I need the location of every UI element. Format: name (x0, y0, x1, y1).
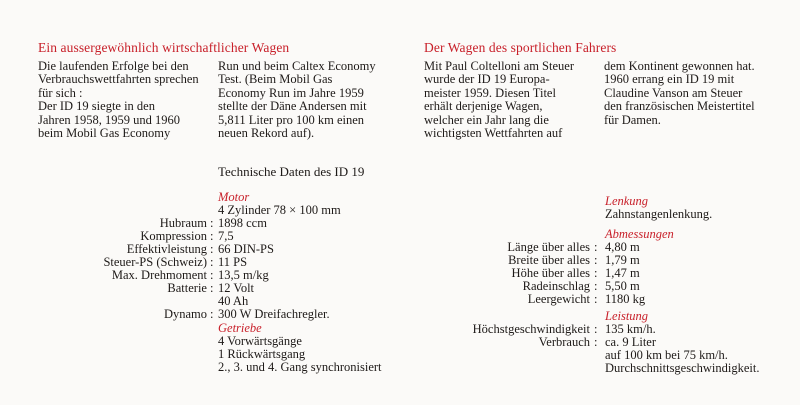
spec-value: auf 100 km bei 75 km/h. (605, 348, 728, 362)
spec-separator: : (210, 281, 214, 295)
spec-separator: : (594, 322, 598, 336)
spec-separator: : (210, 307, 214, 321)
lenkung-value: Zahnstangenlenkung. (605, 207, 713, 221)
spec-row (0, 308, 420, 321)
spec-value: 7,5 (218, 229, 234, 243)
spec-separator: : (594, 253, 598, 267)
spec-value: 66 DIN-PS (218, 242, 274, 256)
spec-label: Verbrauch (538, 335, 590, 349)
spec-label: Radeinschlag (522, 279, 590, 293)
spec-label: Hubraum (159, 216, 207, 230)
left-paragraph-col1: Die laufenden Erfolge bei den Verbrauchswettfahrten sprechen für sich : Der ID 19 siegte in den Jahren 1958, 1959 und 1960 beim Mobil Gas Economy (38, 59, 199, 141)
spec-separator: : (594, 279, 598, 293)
left-heading: Ein aussergewöhnlich wirtschaftlicher Wagen (38, 40, 290, 55)
spec-label: Max. Drehmoment (111, 268, 207, 282)
spec-value: 12 Volt (218, 281, 255, 295)
left-paragraph-col2: Run und beim Caltex Economy Test. (Beim Mobil Gas Economy Run im Jahre 1959 stellte der Däne Andersen mit 5,811 Liter pro 100 km einen neuen Rekord auf). (218, 59, 376, 141)
spec-separator: : (594, 266, 598, 280)
spec-value: 5,50 m (605, 279, 640, 293)
spec-label: Breite über alles (508, 253, 590, 267)
spec-value: 300 W Dreifachregler. (218, 307, 330, 321)
spec-row (400, 254, 800, 267)
spec-row (400, 280, 800, 293)
motor-title: Motor (218, 190, 250, 204)
spec-label: Länge über alles (507, 240, 590, 254)
spec-label: Batterie (167, 281, 207, 295)
spec-value: 135 km/h. (605, 322, 656, 336)
spec-label: Effektivleistung (126, 242, 207, 256)
spec-value: 40 Ah (218, 294, 249, 308)
spec-value: 13,5 m/kg (218, 268, 269, 282)
spec-row (400, 323, 800, 336)
motor-first-line: 4 Zylinder 78 × 100 mm (218, 203, 341, 217)
getriebe-title: Getriebe (218, 321, 262, 335)
spec-row (400, 336, 800, 349)
abmessungen-table (400, 241, 800, 306)
spec-separator: : (594, 292, 598, 306)
spec-label: Höchstgeschwindigkeit (472, 322, 590, 336)
right-paragraph-col2: dem Kontinent gewonnen hat. 1960 errang ein ID 19 mit Claudine Vanson am Steuer den französischen Meistertitel für Damen. (604, 59, 755, 127)
spec-value: ca. 9 Liter (605, 335, 657, 349)
spec-value: 1180 kg (605, 292, 646, 306)
spec-separator: : (594, 335, 598, 349)
spec-value: Durchschnittsgeschwindigkeit. (605, 361, 760, 375)
spec-row (400, 362, 800, 375)
spec-value: 1,79 m (605, 253, 640, 267)
getriebe-line: 2., 3. und 4. Gang synchronisiert (218, 360, 382, 374)
spec-separator: : (594, 240, 598, 254)
spec-label: Dynamo (163, 307, 207, 321)
spec-value: 1898 ccm (218, 216, 267, 230)
leistung-title: Leistung (605, 309, 649, 323)
spec-label: Höhe über alles (511, 266, 590, 280)
spec-row (400, 293, 800, 306)
lenkung-title: Lenkung (605, 194, 649, 208)
right-heading: Der Wagen des sportlichen Fahrers (424, 40, 617, 55)
motor-table (0, 217, 420, 321)
leistung-table (400, 323, 800, 375)
getriebe-lines (218, 335, 382, 374)
spec-label: Steuer-PS (Schweiz) (103, 255, 207, 269)
spec-separator: : (210, 242, 214, 256)
spec-label: Kompression (140, 229, 207, 243)
spec-value: 4,80 m (605, 240, 640, 254)
spec-separator: : (210, 229, 214, 243)
spec-row (400, 241, 800, 254)
specs-title: Technische Daten des ID 19 (218, 164, 365, 179)
getriebe-line: 1 Rückwärtsgang (218, 347, 306, 361)
spec-row (0, 282, 420, 295)
spec-value: 11 PS (218, 255, 248, 269)
abmessungen-title: Abmessungen (605, 227, 674, 241)
spec-separator: : (210, 255, 214, 269)
spec-label: Leergewicht (527, 292, 590, 306)
spec-row (400, 267, 800, 280)
spec-separator: : (210, 268, 214, 282)
right-paragraph-col1: Mit Paul Coltelloni am Steuer wurde der ID 19 Europa- meister 1959. Diesen Titel erhält derjenige Wagen, welcher ein Jahr lang die wichtigsten Wettfahrten auf (424, 59, 574, 141)
spec-separator: : (210, 216, 214, 230)
getriebe-line: 4 Vorwärtsgänge (218, 334, 302, 348)
spec-value: 1,47 m (605, 266, 640, 280)
